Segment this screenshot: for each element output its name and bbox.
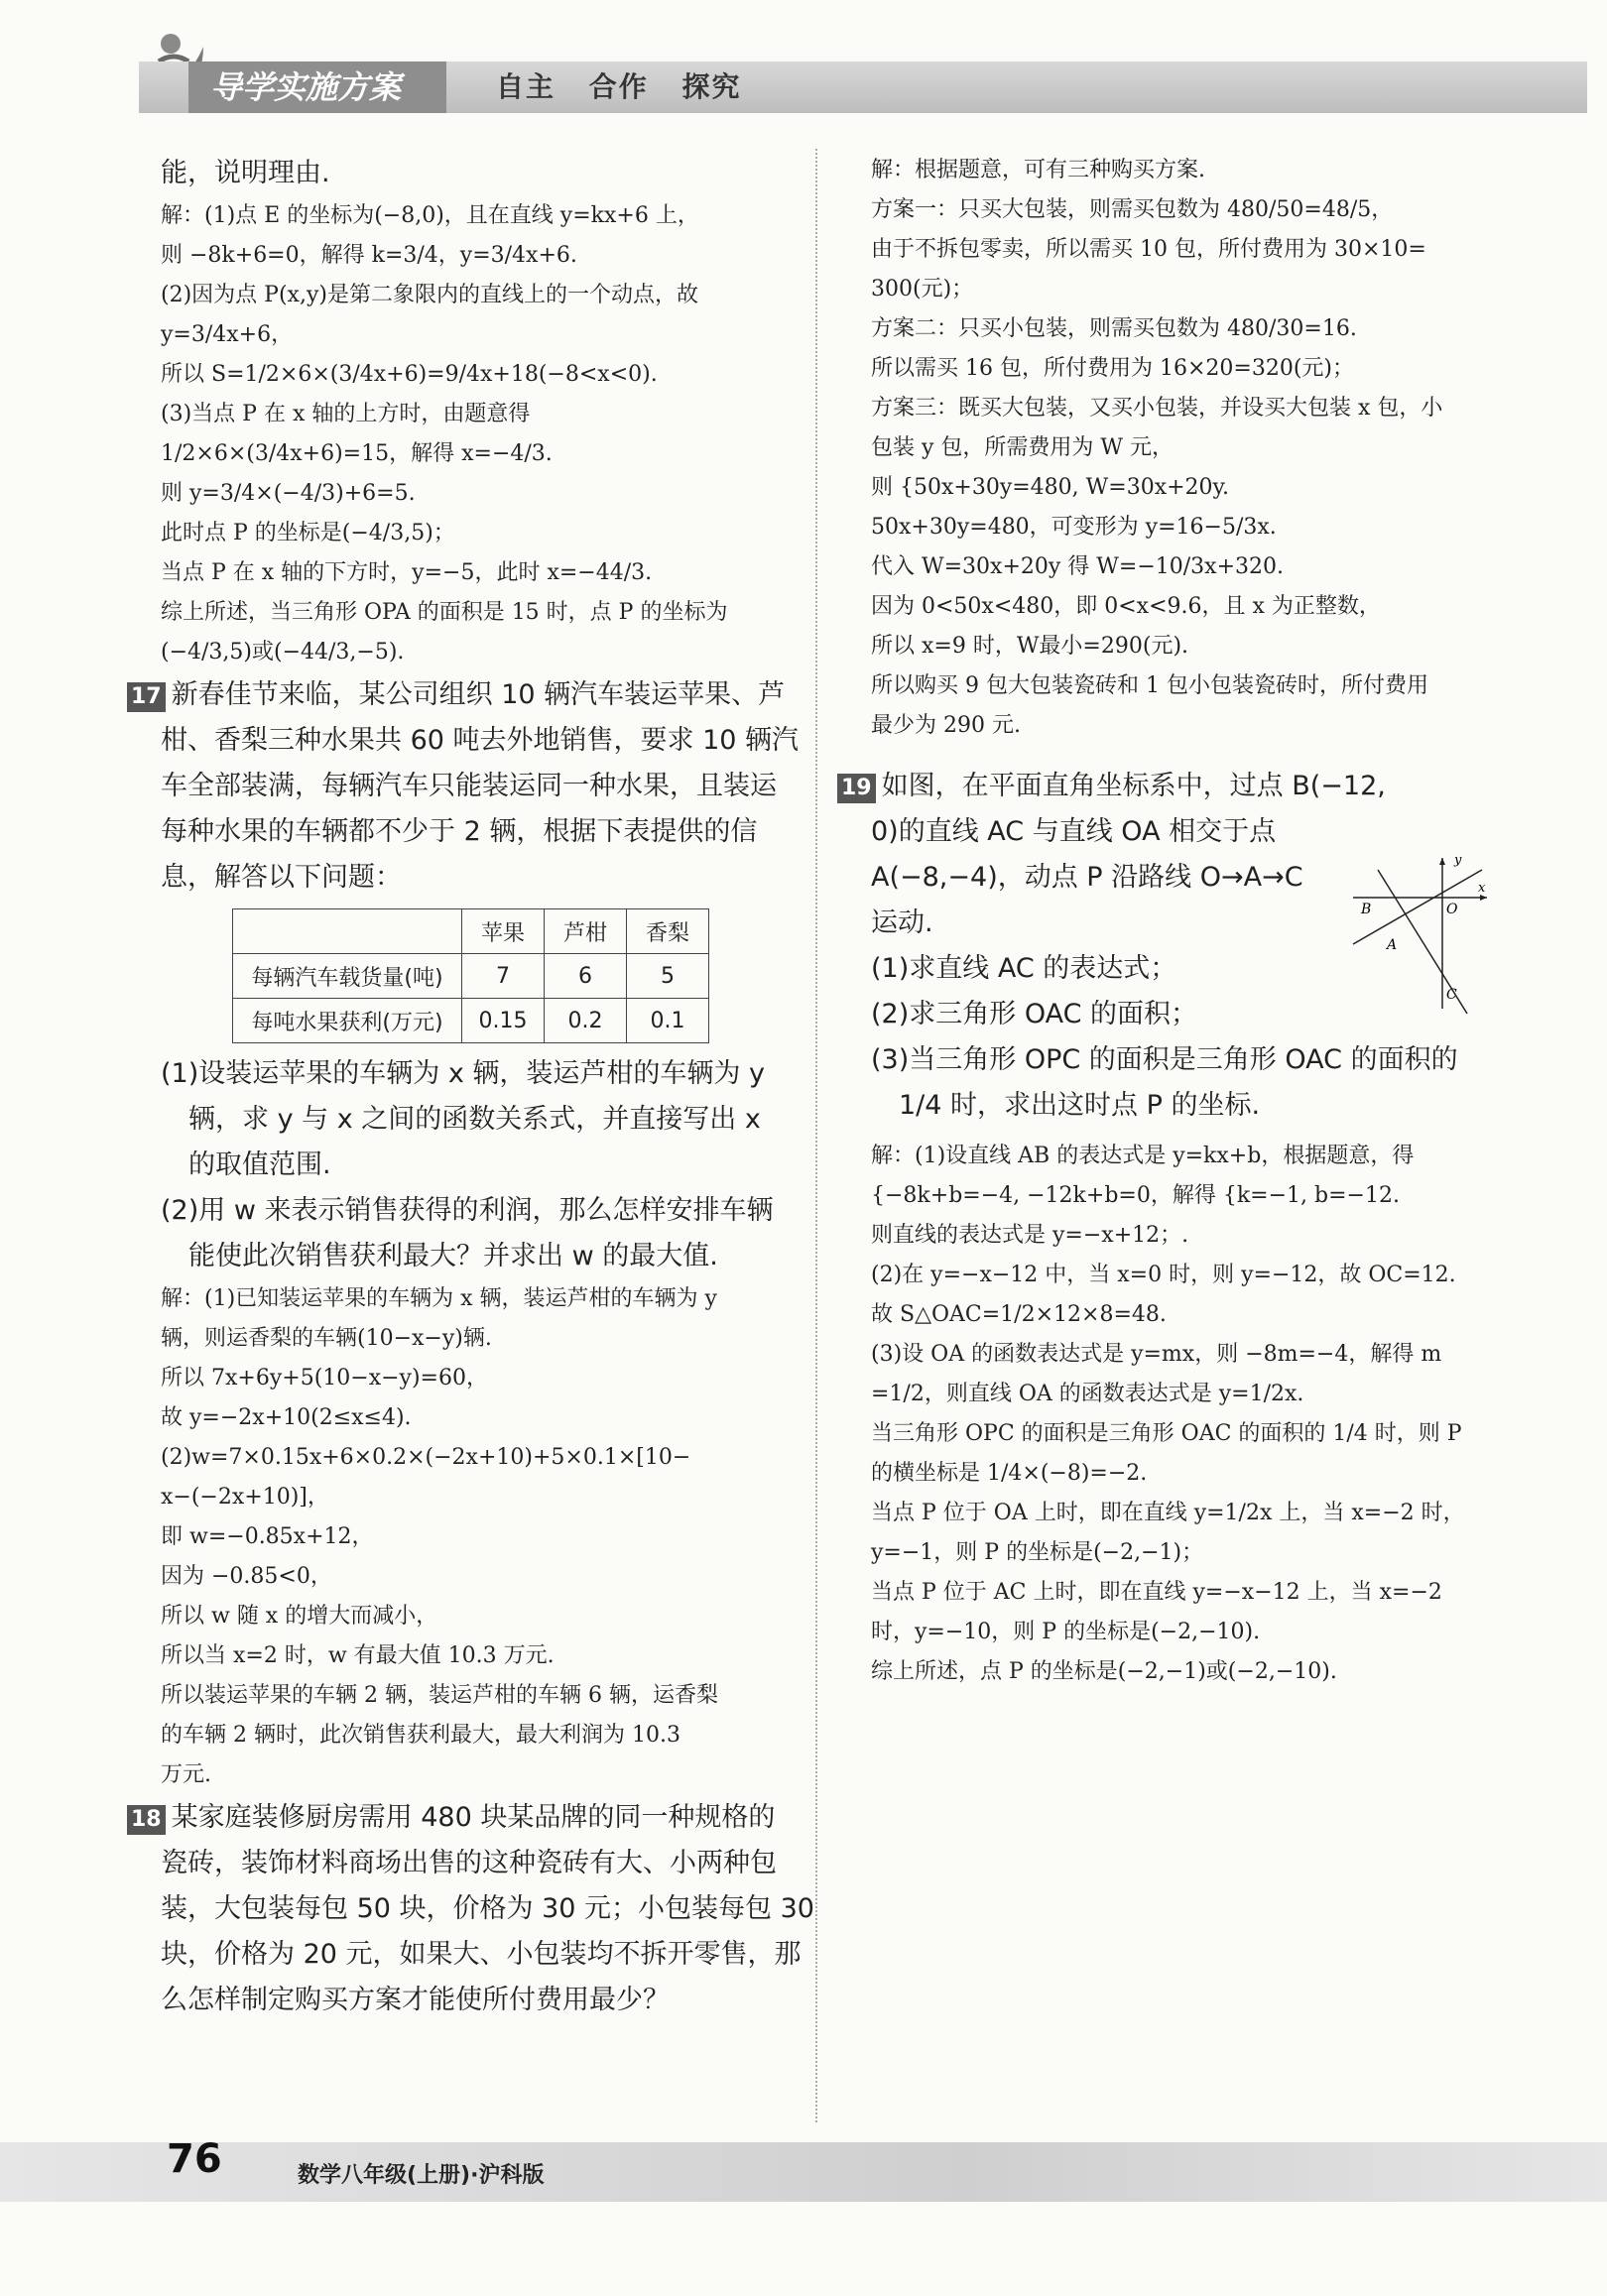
table-row (233, 954, 709, 999)
text-line: 能，说明理由. (161, 158, 330, 188)
question-text: 装，大包装每包 50 块，价格为 30 元；小包装每包 30 (161, 1893, 814, 1924)
figure-label: x (1478, 881, 1486, 896)
question-part: 的取值范围. (188, 1149, 331, 1180)
page-number: 76 (167, 2136, 222, 2182)
solution-line: y=−1，则 P 的坐标是(−2,−1)； (871, 1540, 1204, 1565)
question-part: 1/4 时，求出这时点 P 的坐标. (899, 1090, 1261, 1121)
header-tag: 自主 (496, 70, 556, 103)
text-line: (3)当点 P 在 x 轴的上方时，由题意得 (161, 402, 531, 426)
coordinate-figure (1343, 850, 1492, 1019)
left-column (131, 151, 814, 2023)
figure-label: O (1446, 902, 1458, 917)
question-part: 能使此次销售获利最大？并求出 w 的最大值. (188, 1241, 718, 1271)
solution-line: 故 S△OAC=1/2×12×8=48. (871, 1302, 1167, 1327)
text-line: 则 −8k+6=0，解得 k=3/4，y=3/4x+6. (161, 243, 577, 268)
solution-line: 因为 −0.85<0， (161, 1564, 332, 1589)
footer-bar (0, 2142, 1607, 2202)
solution-line: 所以需买 16 包，所付费用为 16×20=320(元)； (871, 356, 1354, 381)
solution-line: (3)设 OA 的函数表达式是 y=mx，则 −8m=−4，解得 m (871, 1342, 1442, 1367)
solution-line: 所以 x=9 时，W最小=290(元). (871, 634, 1189, 659)
figure-label: B (1361, 902, 1372, 917)
text-line: (2)因为点 P(x,y)是第二象限内的直线上的一个动点，故 (161, 283, 698, 307)
question-part: (1)设装运苹果的车辆为 x 辆，装运芦柑的车辆为 y (161, 1058, 765, 1089)
solution-line: 则直线的表达式是 y=−x+12；. (871, 1223, 1189, 1248)
header-tag: 探究 (681, 70, 742, 103)
table-cell: 5 (627, 954, 709, 999)
question-text: 瓷砖，装饰材料商场出售的这种瓷砖有大、小两种包 (161, 1848, 777, 1878)
solution-line: {−8k+b=−4, −12k+b=0，解得 {k=−1, b=−12. (871, 1183, 1400, 1208)
table-cell (233, 909, 462, 954)
question-text: 块，价格为 20 元，如果大、小包装均不拆开零售，那 (161, 1939, 802, 1970)
table-cell: 0.2 (545, 999, 627, 1043)
table-cell: 每吨水果获利(万元) (233, 999, 462, 1043)
question-text: 息，解答以下问题： (161, 862, 402, 893)
solution-line: 由于不拆包零卖，所以需买 10 包，所付费用为 30×10= (871, 237, 1426, 262)
solution-line: 辆，则运香梨的车辆(10−x−y)辆. (161, 1326, 492, 1351)
solution-line: 即 w=−0.85x+12， (161, 1524, 374, 1549)
solution-line: 当点 P 位于 AC 上时，即在直线 y=−x−12 上，当 x=−2 (871, 1580, 1442, 1605)
question-text: 车全部装满，每辆汽车只能装运同一种水果，且装运 (161, 771, 777, 801)
question-part: (3)当三角形 OPC 的面积是三角形 OAC 的面积的 (871, 1044, 1458, 1075)
header-tag: 合作 (588, 70, 649, 103)
solution-line: (2)w=7×0.15x+6×0.2×(−2x+10)+5×0.1×[10− (161, 1445, 691, 1470)
question-19 (841, 764, 1486, 809)
solution-line: 因为 0<50x<480，即 0<x<9.6，且 x 为正整数， (871, 594, 1381, 619)
solution-line: 则 {50x+30y=480, W=30x+20y. (871, 475, 1230, 500)
table-cell: 0.1 (627, 999, 709, 1043)
table-row (233, 909, 709, 954)
solution-line: =1/2，则直线 OA 的函数表达式是 y=1/2x. (871, 1382, 1304, 1406)
question-part: (1)求直线 AC 的表达式； (871, 953, 1177, 984)
solution-line: x−(−2x+10)]， (161, 1485, 329, 1510)
text-line: 则 y=3/4×(−4/3)+6=5. (161, 481, 416, 506)
solution-line: 的车辆 2 辆时，此次销售获利最大，最大利润为 10.3 (161, 1723, 680, 1748)
question-text: A(−8,−4)，动点 P 沿路线 O→A→C (871, 862, 1303, 893)
table-cell: 0.15 (462, 999, 545, 1043)
question-text: 0)的直线 AC 与直线 OA 相交于点 (871, 816, 1277, 847)
question-part: 辆，求 y 与 x 之间的函数关系式，并直接写出 x (188, 1104, 761, 1135)
table-cell: 苹果 (462, 909, 545, 954)
table-row (233, 999, 709, 1043)
header-title: 导学实施方案 (188, 61, 446, 113)
solution-line: 解：(1)已知装运苹果的车辆为 x 辆，装运芦柑的车辆为 y (161, 1286, 717, 1311)
solution-line: 所以装运苹果的车辆 2 辆，装运芦柑的车辆 6 辆，运香梨 (161, 1683, 718, 1708)
text-line: 所以 S=1/2×6×(3/4x+6)=9/4x+18(−8<x<0). (161, 362, 658, 387)
figure-label: y (1454, 853, 1462, 868)
text-line: y=3/4x+6， (161, 322, 294, 347)
text-line: 综上所述，当三角形 OPA 的面积是 15 时，点 P 的坐标为 (161, 600, 728, 625)
fruit-table (232, 908, 709, 1043)
question-number: 17 (127, 682, 166, 712)
question-18 (131, 1795, 796, 1841)
text-line: (−4/3,5)或(−44/3,−5). (161, 640, 405, 665)
table-cell: 香梨 (627, 909, 709, 954)
question-part: (2)求三角形 OAC 的面积； (871, 999, 1198, 1029)
solution-line: 代入 W=30x+20y 得 W=−10/3x+320. (871, 554, 1284, 579)
table-cell: 7 (462, 954, 545, 999)
question-text: 柑、香梨三种水果共 60 吨去外地销售，要求 10 辆汽 (161, 725, 800, 756)
solution-line: 所以 w 随 x 的增大而减小， (161, 1604, 438, 1629)
question-number: 19 (837, 774, 876, 803)
text-line: 1/2×6×(3/4x+6)=15，解得 x=−4/3. (161, 441, 553, 466)
solution-line: 方案一：只买大包装，则需买包数为 480/50=48/5， (871, 197, 1394, 222)
solution-line: 所以购买 9 包大包装瓷砖和 1 包小包装瓷砖时，所付费用 (871, 673, 1428, 698)
solution-line: 300(元)； (871, 277, 974, 302)
text-line: 当点 P 在 x 轴的下方时，y=−5，此时 x=−44/3. (161, 560, 653, 585)
solution-line: 解：根据题意，可有三种购买方案. (871, 158, 1205, 182)
page-footer (0, 2122, 1607, 2261)
book-title: 数学八年级(上册)·沪科版 (298, 2163, 545, 2188)
solution-line: 故 y=−2x+10(2≤x≤4). (161, 1405, 412, 1430)
question-text: 么怎样制定购买方案才能使所付费用最少？ (161, 1985, 670, 2015)
text-line: 此时点 P 的坐标是(−4/3,5)； (161, 521, 455, 545)
solution-line: 当点 P 位于 OA 上时，即在直线 y=1/2x 上，当 x=−2 时， (871, 1501, 1465, 1525)
solution-line: 万元. (161, 1762, 211, 1787)
question-text: 如图，在平面直角坐标系中，过点 B(−12, (881, 771, 1386, 801)
question-text: 每种水果的车辆都不少于 2 辆，根据下表提供的信 (161, 816, 758, 847)
question-text: 运动. (871, 907, 933, 938)
solution-line: 50x+30y=480，可变形为 y=16−5/3x. (871, 515, 1277, 540)
right-column (841, 151, 1486, 1692)
figure-label: C (1446, 987, 1457, 1003)
header-tags (496, 61, 764, 113)
question-number: 18 (127, 1805, 166, 1835)
table-cell: 每辆汽车载货量(吨) (233, 954, 462, 999)
question-part: (2)用 w 来表示销售获得的利润，那么怎样安排车辆 (161, 1195, 774, 1226)
solution-line: 最少为 290 元. (871, 713, 1021, 738)
solution-line: 所以 7x+6y+5(10−x−y)=60， (161, 1366, 488, 1390)
table-cell: 6 (545, 954, 627, 999)
solution-line: 当三角形 OPC 的面积是三角形 OAC 的面积的 1/4 时，则 P (871, 1421, 1462, 1446)
page-header (0, 0, 1607, 129)
figure-label: A (1387, 937, 1398, 953)
text-line: 解：(1)点 E 的坐标为(−8,0)，且在直线 y=kx+6 上， (161, 203, 699, 228)
column-divider (815, 149, 817, 2122)
table-cell: 芦柑 (545, 909, 627, 954)
question-text: 某家庭装修厨房需用 480 块某品牌的同一种规格的 (171, 1802, 776, 1833)
solution-line: 方案二：只买小包装，则需买包数为 480/30=16. (871, 316, 1357, 341)
solution-line: 的横坐标是 1/4×(−8)=−2. (871, 1461, 1148, 1486)
solution-line: (2)在 y=−x−12 中，当 x=0 时，则 y=−12，故 OC=12. (871, 1263, 1456, 1287)
solution-line: 所以当 x=2 时，w 有最大值 10.3 万元. (161, 1643, 555, 1668)
solution-line: 方案三：既买大包装，又买小包装，并设买大包装 x 包，小 (871, 396, 1443, 421)
solution-line: 解：(1)设直线 AB 的表达式是 y=kx+b，根据题意，得 (871, 1144, 1415, 1168)
question-text: 新春佳节来临，某公司组织 10 辆汽车装运苹果、芦 (171, 679, 786, 710)
solution-line: 包装 y 包，所需费用为 W 元， (871, 435, 1174, 460)
solution-line: 综上所述，点 P 的坐标是(−2,−1)或(−2,−10). (871, 1659, 1337, 1684)
solution-line: 时，y=−10，则 P 的坐标是(−2,−10). (871, 1620, 1261, 1644)
question-17 (131, 672, 796, 718)
